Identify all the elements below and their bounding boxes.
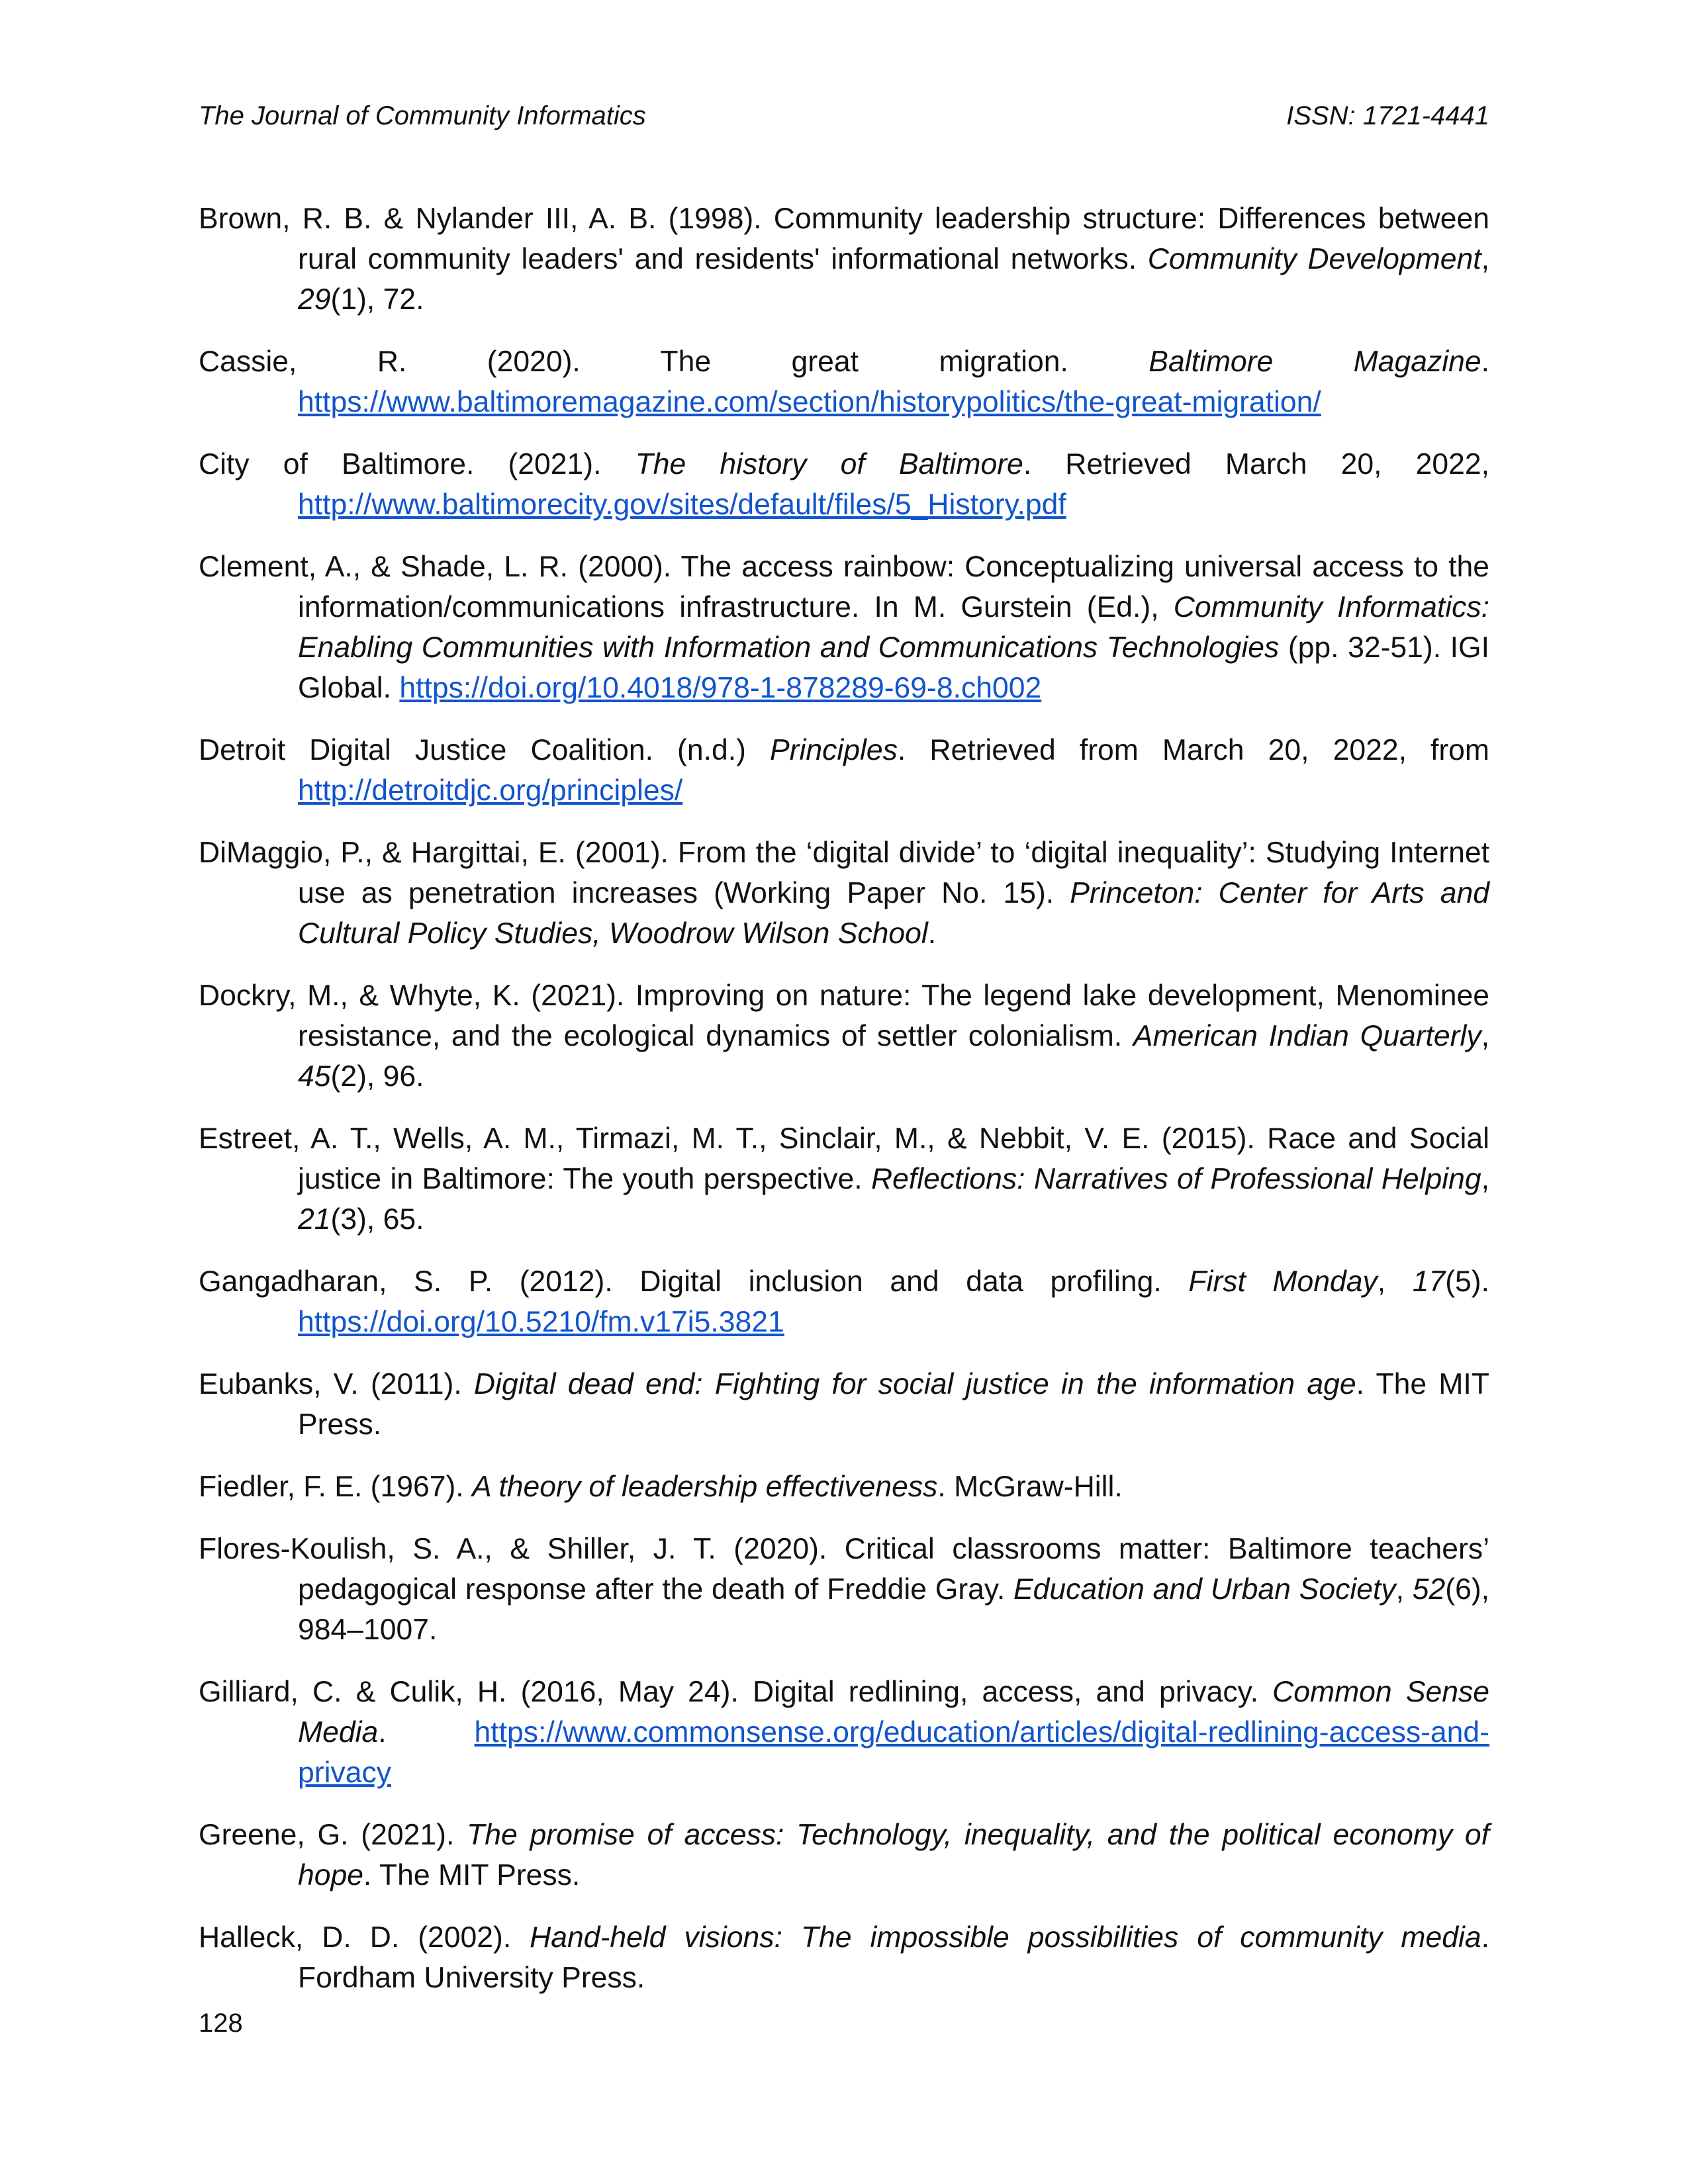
reference-entry: Gangadharan, S. P. (2012). Digital inclusion and data profiling. First Monday, 17(5). https://doi.org/10.5210/fm.v17i5.3821	[199, 1265, 1489, 1338]
running-header	[199, 101, 1489, 131]
page-number: 128	[199, 2009, 243, 2038]
reference-link[interactable]: https://www.commonsense.org/education/articles/digital-redlining-access-and-privacy	[298, 1716, 1489, 1789]
reference-link[interactable]: http://www.baltimorecity.gov/sites/default/files/5_History.pdf	[298, 488, 1066, 521]
reference-entry: Fiedler, F. E. (1967). A theory of leadership effectiveness. McGraw-Hill.	[199, 1471, 1123, 1503]
reference-link[interactable]: https://doi.org/10.5210/fm.v17i5.3821	[298, 1306, 784, 1338]
reference-entry: Flores-Koulish, S. A., & Shiller, J. T. (2020). Critical classrooms matter: Baltimore teachers’ pedagogical response after the death of Freddie Gray. Education and Urban Society, 52(6), 984–1007.	[199, 1533, 1489, 1646]
reference-list	[199, 199, 1489, 2020]
reference-entry: Cassie, R. (2020). The great migration. Baltimore Magazine. https://www.baltimoremagazine.com/section/historypolitics/the-great-migration/	[199, 345, 1490, 418]
reference-entry: Clement, A., & Shade, L. R. (2000). The access rainbow: Conceptualizing universal access to the information/communications infrastructure. In M. Gurstein (Ed.), Community Informatics: Enabling Communities with Information and Communications Technologies (pp. 32-51). IGI Global. https://doi.org/10.4018/978-1-878289-69-8.ch002	[199, 551, 1490, 704]
reference-entry: Brown, R. B. & Nylander III, A. B. (1998). Community leadership structure: Differences between rural community leaders' and residents' informational networks. Community Development, 29(1), 72.	[199, 203, 1489, 316]
reference-entry: Dockry, M., & Whyte, K. (2021). Improving on nature: The legend lake development, Menominee resistance, and the ecological dynamics of settler colonialism. American Indian Quarterly, 45(2), 96.	[199, 979, 1489, 1093]
reference-entry: Halleck, D. D. (2002). Hand-held visions: The impossible possibilities of community media. Fordham University Press.	[199, 1921, 1489, 1994]
reference-entry: Eubanks, V. (2011). Digital dead end: Fighting for social justice in the information age. The MIT Press.	[199, 1368, 1489, 1441]
reference-entry: Gilliard, C. & Culik, H. (2016, May 24). Digital redlining, access, and privacy. Common Sense Media. https://www.commonsense.org/education/articles/digital-redlining-access-and-privacy	[199, 1676, 1489, 1789]
reference-entry: City of Baltimore. (2021). The history of Baltimore. Retrieved March 20, 2022, http://www.baltimorecity.gov/sites/default/files/5_History.pdf	[199, 448, 1490, 521]
reference-entry: DiMaggio, P., & Hargittai, E. (2001). From the ‘digital divide’ to ‘digital inequality’: Studying Internet use as penetration increases (Working Paper No. 15). Princeton: Center for Arts and Cultural Policy Studies, Woodrow Wilson School.	[199, 837, 1489, 950]
issn: ISSN: 1721-4441	[1286, 101, 1489, 130]
journal-title: The Journal of Community Informatics	[199, 101, 646, 130]
reference-entry: Estreet, A. T., Wells, A. M., Tirmazi, M. T., Sinclair, M., & Nebbit, V. E. (2015). Race and Social justice in Baltimore: The youth perspective. Reflections: Narratives of Professional Helping, 21(3), 65.	[199, 1122, 1489, 1236]
reference-link[interactable]: http://detroitdjc.org/principles/	[298, 774, 683, 807]
reference-entry: Detroit Digital Justice Coalition. (n.d.) Principles. Retrieved from March 20, 2022, from http://detroitdjc.org/principles/	[199, 734, 1490, 807]
reference-link[interactable]: https://doi.org/10.4018/978-1-878289-69-8.ch002	[399, 672, 1042, 704]
reference-link[interactable]: https://www.baltimoremagazine.com/section/historypolitics/the-great-migration/	[298, 386, 1321, 418]
reference-entry: Greene, G. (2021). The promise of access: Technology, inequality, and the political economy of hope. The MIT Press.	[199, 1819, 1489, 1891]
